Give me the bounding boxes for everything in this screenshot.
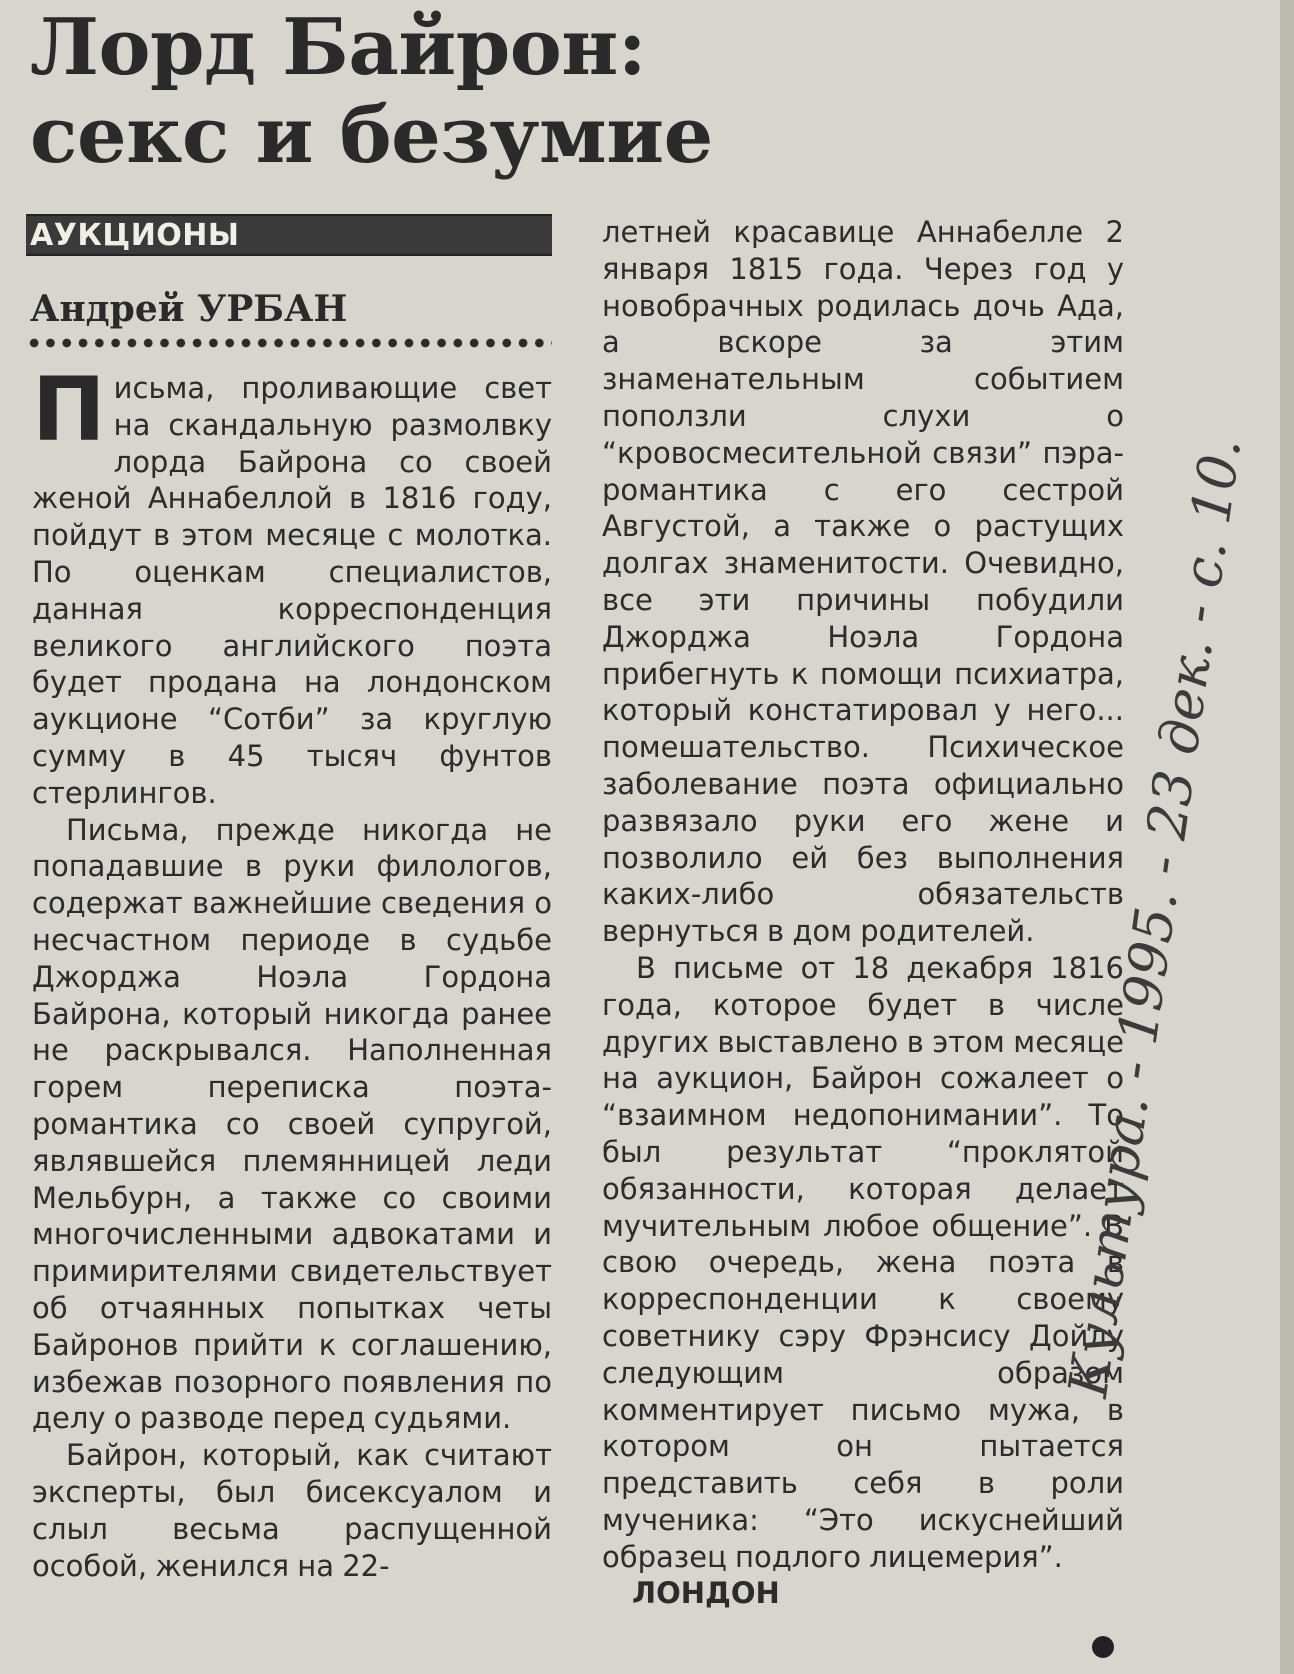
article-column-1 xyxy=(32,358,552,1584)
headline xyxy=(30,4,1030,180)
dotted-divider xyxy=(26,336,552,350)
article-column-2 xyxy=(602,214,1124,1612)
dateline-city: ЛОНДОН xyxy=(632,1576,780,1611)
author-byline: Андрей УРБАН xyxy=(30,288,348,330)
drop-cap: П xyxy=(32,358,106,461)
rubric-label: АУКЦИОНЫ xyxy=(30,218,240,253)
headline-line-2: секс и безумие xyxy=(30,90,713,181)
paper-edge xyxy=(1280,0,1294,1674)
paragraph-3: Байрон, который, как считают эксперты, был бисексуалом и слыл весьма распущенной особой, женился на 22- xyxy=(32,1438,552,1583)
paragraph-4: летней красавице Аннабелле 2 января 1815 года. Через год у новобрачных родилась дочь Ада, а вскоре за этим знаменательным событием поползли слухи о “кровосмесительной связи” пэра-романтика с его сестрой Августой, а также о растущих долгах знаменитости. Очевидно, все эти причины побудили Джорджа Ноэла Гордона прибегнуть к помощи психиатра, который констатировал у него... помешательство. Психическое заболевание поэта официально развязало руки его жене и позволило ей без выполнения каких-либо обязательств вернуться в дом родителей. xyxy=(602,215,1124,949)
headline-line-1: Лорд Байрон: xyxy=(30,2,647,93)
paragraph-2: Письма, прежде никогда не попадавшие в руки филологов, содержат важнейшие сведения о несчастном периоде в судьбе Джорджа Ноэла Гордона Байрона, который никогда ранее не раскрывался. Наполненная горем переписка поэта-романтика со своей супругой, являвшейся племянницей леди Мельбурн, а также со своими многочисленными адвокатами и примирителями свидетельствует об отчаянных попытках четы Байронов прийти к соглашению, избежав позорного появления по делу о разводе перед судьями. xyxy=(32,812,552,1436)
paragraph-1-text: исьма, проливающие свет на скандальную размолвку лорда Байрона со своей женой Аннабеллой в 1816 году, пойдут в этом месяце с молотка. По оценкам специалистов, данная корреспонденция великого английского поэта будет продана на лондонском аукционе “Сотби” за круглую сумму в 45 тысяч фунтов стерлингов. xyxy=(32,371,552,810)
rubric-bar xyxy=(26,214,552,256)
handwritten-source-note: Культура. - 1995. - 23 дек. - с. 10. xyxy=(1056,433,1254,1401)
paragraph-1 xyxy=(32,358,552,812)
paragraph-5: В письме от 18 декабря 1816 года, которое будет в числе других выставлено в этом месяце на аукцион, Байрон сожалеет о “взаимном недопонимании”. То был результат “проклятой обязанности, которая делает мучительным любое общение”. В свою очередь, жена поэта в корреспонденции к своему советнику сэру Фрэнсису Дойлу следующим образом комментирует письмо мужа, в котором он пытается представить себя в роли мученика: “Это искуснейший образец подлого лицемерия”. xyxy=(602,950,1124,1574)
end-mark-icon xyxy=(1092,1636,1114,1658)
